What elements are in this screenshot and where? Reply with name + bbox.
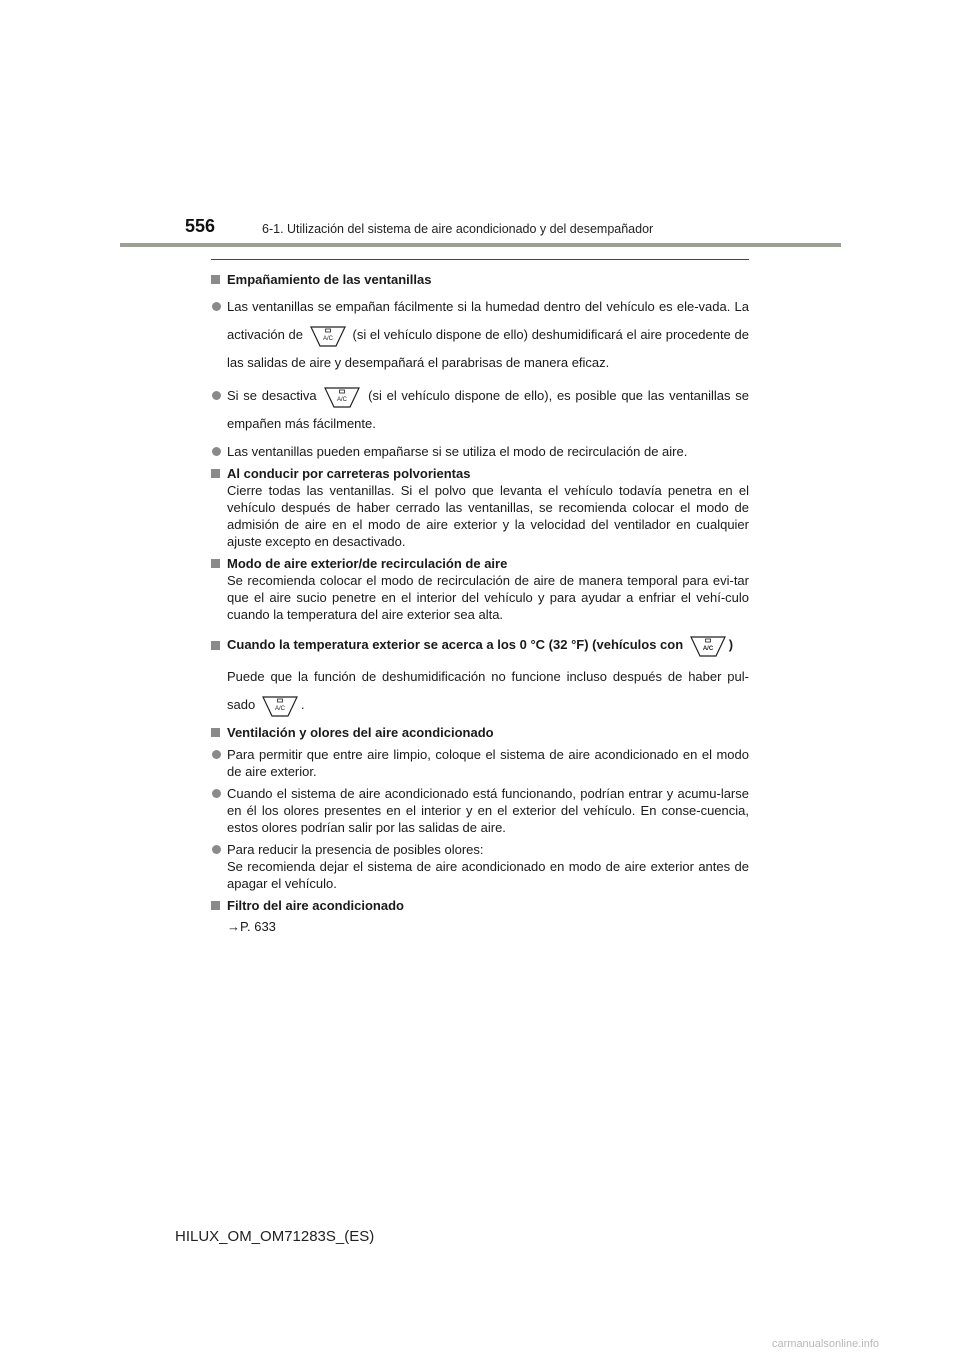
page-reference-link[interactable]: →P. 633	[227, 919, 276, 934]
round-bullet-icon	[212, 789, 221, 798]
square-bullet-icon	[211, 275, 220, 284]
bullet-odors-accumulate: Cuando el sistema de aire acondicionado está funcionando, podrían entrar y acumu-larse en él los olores presentes en el interior y en el exterior del vehículo. En conse-cuencia, estos olores podrían salir por las salidas de aire.	[211, 785, 749, 836]
document-code: HILUX_OM_OM71283S_(ES)	[175, 1228, 375, 1245]
section-heading-air-mode: Modo de aire exterior/de recirculación de aire	[211, 555, 749, 572]
round-bullet-icon	[212, 391, 221, 400]
ac-button-icon	[690, 635, 726, 657]
round-bullet-icon	[212, 302, 221, 311]
header-rule	[120, 243, 841, 247]
section-rule	[211, 259, 749, 260]
square-bullet-icon	[211, 641, 220, 650]
section-heading-low-temperature: Cuando la temperatura exterior se acerca a los 0 °C (32 °F) (vehículos con A/C )	[211, 631, 749, 659]
round-bullet-icon	[212, 750, 221, 759]
square-bullet-icon	[211, 901, 220, 910]
round-bullet-icon	[212, 447, 221, 456]
section-heading-dusty-roads: Al conducir por carreteras polvorientas	[211, 465, 749, 482]
svg-text:A/C: A/C	[274, 705, 285, 712]
paragraph-low-temperature: Puede que la función de deshumidificación no funcione incluso después de haber pul-sado A/C .	[211, 663, 749, 719]
bullet-reduce-odors: Para reducir la presencia de posibles olores: Se recomienda dejar el sistema de aire acondicionado en modo de aire exterior antes de apagar el vehículo.	[211, 841, 749, 892]
watermark: carmanualsonline.info	[772, 1338, 880, 1350]
square-bullet-icon	[211, 469, 220, 478]
svg-text:A/C: A/C	[337, 396, 348, 403]
section-heading-ventilation-odors: Ventilación y olores del aire acondicionado	[211, 724, 749, 741]
page-content	[211, 266, 749, 935]
svg-text:A/C: A/C	[322, 335, 333, 342]
bullet-recirculation: Las ventanillas pueden empañarse si se utiliza el modo de recirculación de aire.	[211, 443, 749, 460]
bullet-humidity: Las ventanillas se empañan fácilmente si la humedad dentro del vehículo es ele-vada. La activación de A/C (si el vehículo dispone de ello) deshumidificará el aire procedente de las salidas de aire y desempañará el parabrisas de manera eficaz.	[211, 293, 749, 377]
chapter-title: 6-1. Utilización del sistema de aire acondicionado y del desempañador	[262, 222, 654, 236]
square-bullet-icon	[211, 559, 220, 568]
square-bullet-icon	[211, 728, 220, 737]
paragraph-air-mode: Se recomienda colocar el modo de recirculación de aire de manera temporal para evi-tar que el aire sucio penetre en el interior del vehículo y para ayudar a enfriar el vehí-culo cuando la temperatura del aire exterior sea alta.	[227, 573, 749, 622]
section-heading-fogging: Empañamiento de las ventanillas	[211, 271, 749, 288]
svg-text:A/C: A/C	[702, 645, 713, 652]
section-heading-ac-filter: Filtro del aire acondicionado	[211, 897, 749, 914]
ac-button-icon	[324, 386, 360, 408]
bullet-clean-air: Para permitir que entre aire limpio, coloque el sistema de aire acondicionado en el modo de aire exterior.	[211, 746, 749, 780]
paragraph-dusty-roads: Cierre todas las ventanillas. Si el polvo que levanta el vehículo todavía penetra en el vehículo después de haber cerrado las ventanillas, se recomienda colocar el modo de admisión de aire en el modo de aire exterior y la velocidad del ventilador en cualquier ajuste excepto en desactivado.	[227, 483, 749, 549]
bullet-deactivate: Si se desactiva A/C (si el vehículo dispone de ello), es posible que las ventanillas se empañen más fácilmente.	[211, 382, 749, 438]
ac-button-icon	[262, 695, 298, 717]
round-bullet-icon	[212, 845, 221, 854]
ac-button-icon	[310, 325, 346, 347]
page-number: 556	[185, 216, 216, 236]
